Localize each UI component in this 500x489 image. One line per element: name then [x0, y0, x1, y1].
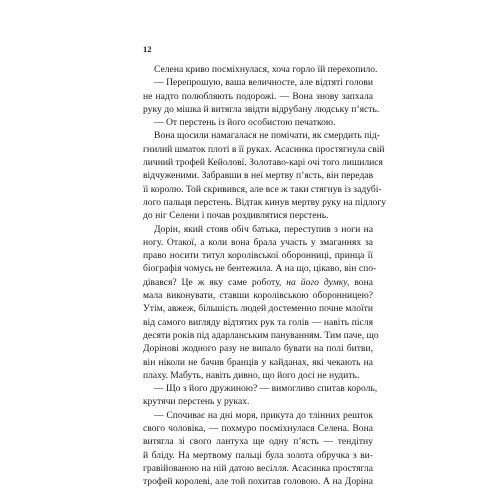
- text-line: Утім, авжеж, більшість людей достеменно почне млоїти: [143, 303, 373, 315]
- text-line: Вона щосили намагалася не помічати, як смердить під-: [154, 130, 380, 142]
- text-line: личний трофей Кейоловї. Золотаво-карі очі того лишилися: [143, 157, 383, 169]
- text-line: витягла зі свого лантуха ще одну п’ясть — тендітну: [143, 436, 373, 448]
- text-line: Дорін, який стояв обіч батька, переступив з ноги на: [154, 223, 373, 235]
- text-line: від самого вигляду відтятих рук та голів — навіть після: [143, 316, 373, 328]
- text-line: відчуженими. Забравши в неї мертву п’ясть, він передав: [143, 170, 374, 182]
- text-line: право носити титул королівської оборонниці, принца її: [143, 250, 373, 262]
- text-line: Селена криво посміхнулася, хоча горло їй перехопило.: [154, 64, 378, 75]
- text-line: Дорінові жодного разу не випало бувати на полі битви,: [143, 343, 373, 355]
- text-line: мала виконувати, ставши королівською оборонницею?: [143, 290, 373, 302]
- text-line: — Що з його дружиною? — вимогливо спитав король,: [154, 383, 378, 395]
- text-line: ногу. Отакої, а коли вона брала участь у змаганнях за: [143, 236, 373, 248]
- text-line: крутячи перстень у руках.: [143, 396, 250, 408]
- text-line: гравійованою на ній датою весілля. Асасинка простягла: [143, 462, 373, 474]
- text-line: — Спочиває на дні моря, прикута до тлінних решток: [154, 409, 373, 421]
- text-line: дівався? Це ж яку саме роботу, на його думку, вона: [143, 276, 373, 288]
- text-line: десяти років під адарланським пануванням. Тим паче, що: [143, 329, 379, 341]
- text-line: — Перепрошую, ваша величносте, але відтяті голови: [154, 77, 373, 89]
- text-line: лого пальця перстень. Відтак кинув мертву руку на підлогу: [143, 196, 387, 208]
- page-number: 12: [143, 44, 152, 54]
- text-line: трофей королеві, але той похитав головою. А на Доріна: [143, 476, 373, 488]
- text-line: не надто полюбляють подорожі. — Вона знову запхала: [143, 90, 373, 102]
- text-line: — От перстень із його особистою печаткою.: [154, 117, 336, 129]
- text-line: руку до мішка й витягла звідти відрубану людську п’ясть.: [143, 103, 380, 115]
- text-line: й бліду. На мертвому пальці була золота обручка з ви-: [143, 449, 373, 461]
- text-line: гнилий шматок плоті в її руках. Асасинка простягнула свій: [143, 143, 385, 155]
- body-text: [143, 63, 387, 489]
- text-line: її королю. Той скривився, але все ж таки стягнув із задубі-: [143, 183, 382, 195]
- text-line: він ніколи не бачив бранців у кайданах, які чекають на: [143, 356, 373, 368]
- text-line: плаху. Мабуть, навіть дивно, що його досі не нудить.: [143, 369, 360, 381]
- text-line: свого чоловіка, — похмуро посміхнулася Селена. Вона: [143, 423, 373, 435]
- text-line: біографія чомусь не бентежила. А на що, цікаво, він спо-: [143, 263, 377, 275]
- text-line: до ніг Селени і почав роздивлятися перстень.: [143, 210, 329, 222]
- italic-phrase: на його думку,: [286, 276, 350, 288]
